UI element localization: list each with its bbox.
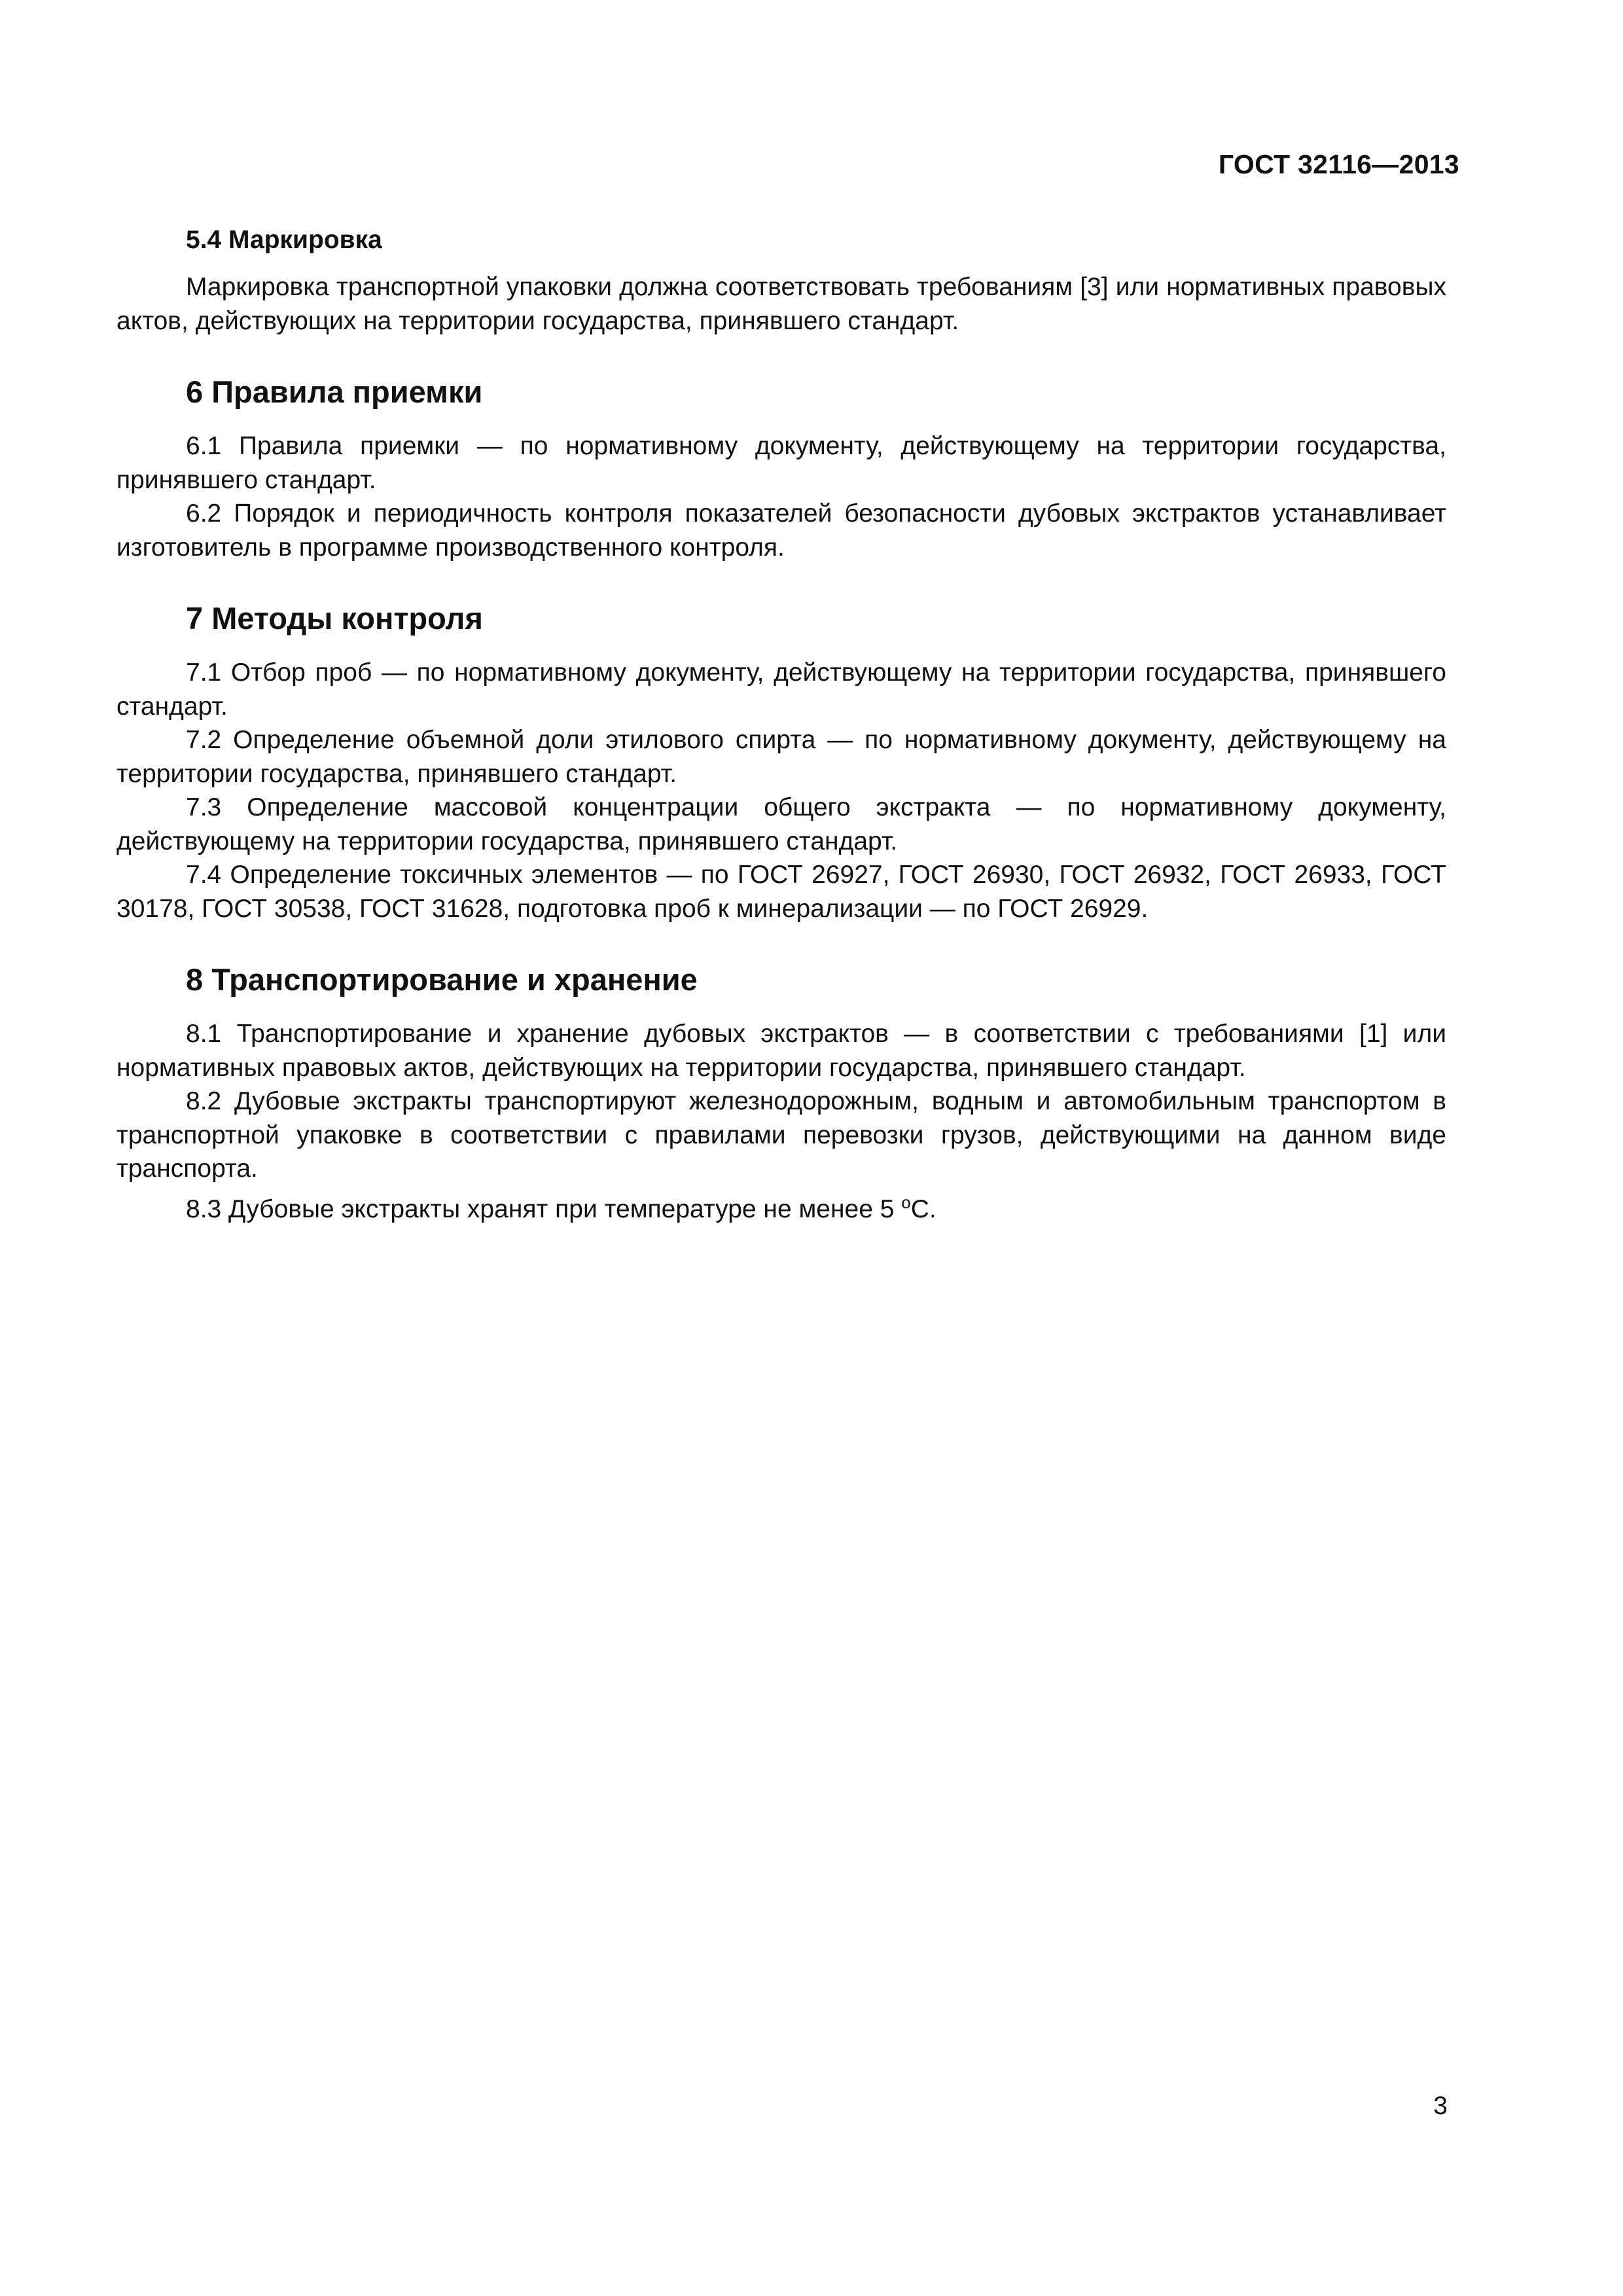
section-5-4	[116, 223, 1446, 338]
section-title: 6 Правила приемки	[186, 374, 483, 409]
section-6	[116, 372, 1446, 564]
section-title: 8 Транспортирование и хранение	[186, 962, 698, 997]
temperature-text-before: 8.3 Дубовые экстракты хранят при температуре не менее 5	[186, 1194, 902, 1223]
paragraph: 7.1 Отбор проб — по нормативному документу, действующему на территории государства, принявшего стандарт.	[116, 658, 1446, 721]
paragraph: 7.4 Определение токсичных элементов — по ГОСТ 26927, ГОСТ 26930, ГОСТ 26932, ГОСТ 26933, ГОСТ 30178, ГОСТ 30538, ГОСТ 31628, подготовка проб к минерализации — по ГОСТ 26929.	[116, 861, 1446, 923]
paragraph: 7.2 Определение объемной доли этилового спирта — по нормативному документу, действующему на территории государства, принявшего стандарт.	[116, 726, 1446, 788]
section-8	[116, 960, 1446, 1226]
document-body	[116, 223, 1446, 1226]
paragraph: 7.3 Определение массовой концентрации общего экстракта — по нормативному документу, действующему на территории государства, принявшего стандарт.	[116, 793, 1446, 855]
section-7	[116, 598, 1446, 925]
paragraph: 8.2 Дубовые экстракты транспортируют железнодорожным, водным и автомобильным транспортом в транспортной упаковке в соответствии с правилами перевозки грузов, действующими на данном виде транспорта.	[116, 1087, 1446, 1183]
paragraph-temperature	[116, 1186, 1446, 1227]
section-title: 7 Методы контроля	[186, 601, 483, 636]
page-number: 3	[1433, 2092, 1448, 2120]
paragraph: Маркировка транспортной упаковки должна соответствовать требованиям [3] или нормативных правовых актов, действующих на территории государства, принявшего стандарт.	[116, 273, 1446, 335]
section-title: 5.4 Маркировка	[186, 226, 382, 254]
page-header-standard-code: ГОСТ 32116—2013	[1218, 149, 1459, 179]
paragraph: 6.1 Правила приемки — по нормативному документу, действующему на территории государства, принявшего стандарт.	[116, 432, 1446, 494]
paragraph: 8.1 Транспортирование и хранение дубовых экстрактов — в соответствии с требованиями [1] или нормативных правовых актов, действующих на территории государства, принявшего стандарт.	[116, 1020, 1446, 1082]
degree-sign: о	[901, 1192, 911, 1212]
paragraph: 6.2 Порядок и периодичность контроля показателей безопасности дубовых экстрактов устанавливает изготовитель в программе производственного контроля.	[116, 499, 1446, 562]
temperature-text-after: С.	[910, 1194, 936, 1223]
